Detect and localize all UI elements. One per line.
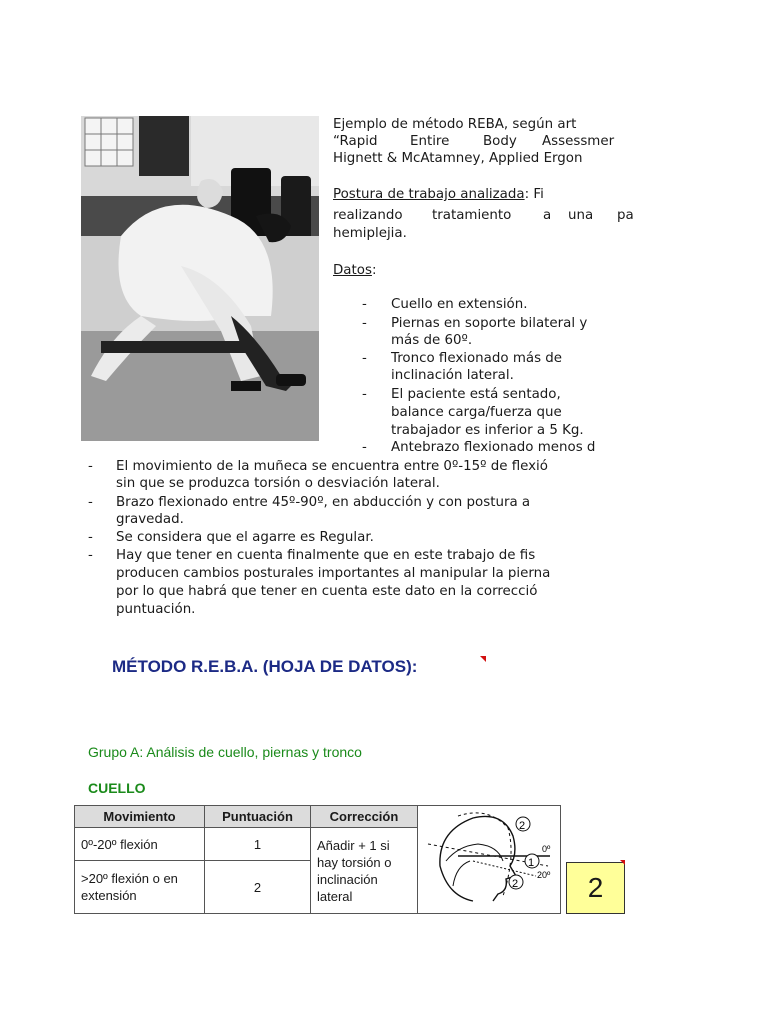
- movement-cell: >20º flexión o en extensión: [75, 861, 205, 914]
- intro-line-2: [333, 133, 635, 150]
- intro-word: Assessmer: [542, 134, 615, 149]
- correction-cell: Añadir + 1 si hay torsión o inclinación lateral: [311, 828, 418, 914]
- neck-diagram-cell: [418, 806, 561, 914]
- comment-marker-icon: [620, 860, 625, 865]
- posture-photo: [81, 116, 319, 441]
- postura-word: pa: [617, 208, 634, 223]
- datos-item-2: Piernas en soporte bilateral y: [391, 316, 588, 331]
- datos-item-4-cont: balance carga/fuerza que: [391, 405, 562, 420]
- posture-photo-illustration: [81, 116, 319, 441]
- datos-item-3-cont: inclinación lateral.: [391, 368, 514, 383]
- datos-colon: :: [371, 263, 377, 278]
- method-title: MÉTODO R.E.B.A. (HOJA DE DATOS):: [112, 657, 418, 676]
- datos-item-3: Tronco flexionado más de: [391, 351, 563, 366]
- header-puntuacion: Puntuación: [205, 806, 311, 828]
- movement-cell: 0º-20º flexión: [75, 828, 205, 861]
- datos-item-1: Cuello en extensión.: [391, 297, 528, 312]
- header-movimiento: Movimiento: [75, 806, 205, 828]
- group-a-heading: Grupo A: Análisis de cuello, piernas y tronco: [88, 744, 362, 760]
- intro-word: “Rapid: [333, 134, 378, 149]
- postura-word: realizando: [333, 208, 403, 223]
- datos-dash: -: [362, 387, 367, 402]
- postura-label: Postura de trabajo analizada: [333, 187, 525, 202]
- postura-rest: : Fi: [524, 187, 544, 202]
- postura-word: tratamiento: [432, 208, 512, 223]
- neck-score-table: [74, 805, 561, 914]
- header-correccion: Corrección: [311, 806, 418, 828]
- bullet-dash: -: [88, 495, 93, 510]
- comment-marker-icon: [480, 656, 486, 662]
- diagram-angle-0: 0º: [542, 844, 551, 854]
- diagram-label-1: 1: [528, 857, 535, 869]
- score-cell: 1: [205, 828, 311, 861]
- diagram-label-2a: 2: [519, 820, 526, 832]
- bullet-dash: -: [88, 548, 93, 563]
- datos-label: Datos: [333, 263, 372, 278]
- diagram-label-2b: 2: [512, 878, 519, 890]
- datos-item-4-cont2: trabajador es inferior a 5 Kg.: [391, 423, 584, 438]
- intro-line-1: Ejemplo de método REBA, según art: [333, 117, 577, 132]
- bullet-1-cont: sin que se produzca torsión o desviación lateral.: [116, 476, 440, 491]
- cuello-heading: CUELLO: [88, 780, 146, 796]
- bullet-4-cont2: por lo que habrá que tener en cuenta este dato en la correcció: [116, 584, 538, 599]
- postura-word: a: [543, 208, 552, 223]
- datos-dash: -: [362, 440, 367, 455]
- bullet-2-cont: gravedad.: [116, 512, 184, 527]
- datos-dash: -: [362, 351, 367, 366]
- datos-item-5: Antebrazo flexionado menos d: [391, 440, 596, 455]
- neck-total-score: 2: [566, 862, 625, 914]
- bullet-4-cont: producen cambios posturales importantes al manipular la pierna: [116, 566, 551, 581]
- datos-dash: -: [362, 297, 367, 312]
- bullet-2: Brazo flexionado entre 45º-90º, en abducción y con postura a: [116, 495, 531, 510]
- intro-line-3: Hignett & McAtamney, Applied Ergon: [333, 151, 583, 166]
- datos-heading: [333, 262, 376, 279]
- diagram-angle-20: 20º: [537, 870, 551, 880]
- postura-line-1: [333, 186, 544, 203]
- intro-word: Body: [483, 134, 517, 149]
- intro-word: Entire: [410, 134, 450, 149]
- bullet-dash: -: [88, 530, 93, 545]
- bullet-4-cont3: puntuación.: [116, 602, 196, 617]
- bullet-dash: -: [88, 459, 93, 474]
- neck-angle-diagram: [418, 806, 560, 910]
- datos-dash: -: [362, 316, 367, 331]
- score-cell: 2: [205, 861, 311, 914]
- datos-item-2-cont: más de 60º.: [391, 333, 473, 348]
- postura-line-3: hemiplejia.: [333, 226, 407, 241]
- bullet-3: Se considera que el agarre es Regular.: [116, 530, 374, 545]
- table-header-row: [75, 806, 561, 828]
- datos-item-4: El paciente está sentado,: [391, 387, 561, 402]
- bullet-4: Hay que tener en cuenta finalmente que en este trabajo de fis: [116, 548, 536, 563]
- postura-word: una: [568, 208, 594, 223]
- postura-line-2: [333, 207, 635, 224]
- bullet-1: El movimiento de la muñeca se encuentra entre 0º-15º de flexió: [116, 459, 548, 474]
